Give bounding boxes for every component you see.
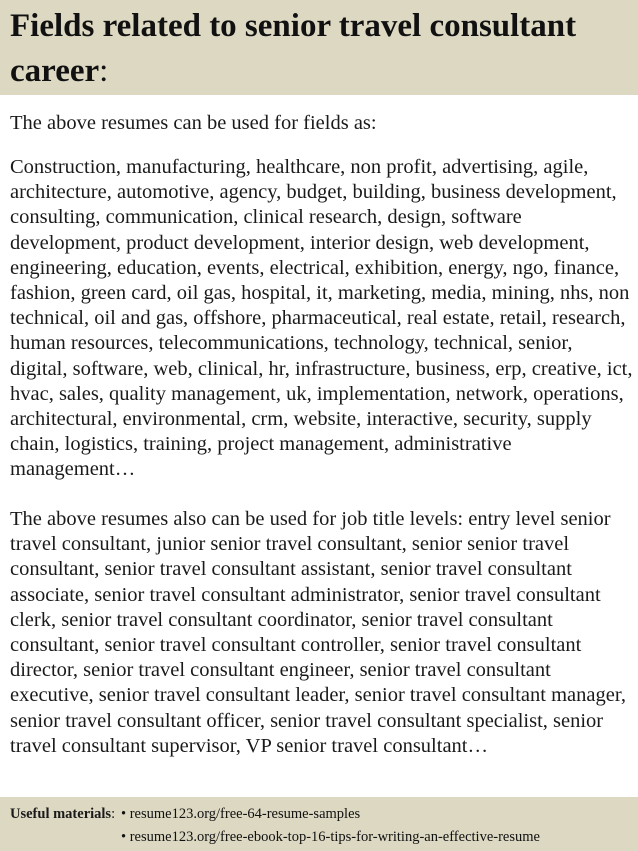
page-title-text: Fields related to senior travel consultant career	[10, 8, 577, 89]
job-title-levels: The above resumes also can be used for job title levels: entry level senior travel consultant, junior senior travel consultant, senior senior travel consultant, senior travel consultant assistant, senior travel consultant associate, senior travel consultant administrator, senior travel consultant clerk, senior travel consultant coordinator, senior travel consultant consultant, senior travel consultant controller, senior travel consultant director, senior travel consultant engineer, senior travel consultant executive, senior travel consultant leader, senior travel consultant manager, senior travel consultant officer, senior travel consultant specialist, senior travel consultant supervisor, VP senior travel consultant…	[10, 508, 626, 757]
resume-ebook-link[interactable]: • resume123.org/free-ebook-top-16-tips-for-writing-an-effective-resume	[121, 829, 540, 845]
useful-materials-label-colon: :	[111, 806, 116, 822]
useful-materials-footer	[0, 797, 638, 851]
useful-materials-label-text: Useful materials	[10, 806, 112, 822]
page-title-colon: :	[99, 53, 109, 89]
resume-samples-link[interactable]: • resume123.org/free-64-resume-samples	[121, 806, 361, 822]
fields-list: Construction, manufacturing, healthcare, non profit, advertising, agile, architecture, automotive, agency, budget, building, business development, consulting, communication, clinical research, design, software development, product development, interior design, web development, engineering, education, events, electrical, exhibition, energy, ngo, finance, fashion, green card, oil gas, hospital, it, marketing, media, mining, nhs, non technical, oil and gas, offshore, pharmaceutical, real estate, retail, research, human resources, telecommunications, technology, technical, senior, digital, software, web, clinical, hr, infrastructure, business, erp, creative, ict, hvac, sales, quality management, uk, implementation, network, operations, architectural, environmental, crm, website, interactive, security, supply chain, logistics, training, project management, administrative management…	[10, 156, 633, 481]
fields-intro: The above resumes can be used for fields as:	[10, 112, 377, 134]
title-banner	[0, 0, 638, 95]
page-title	[10, 4, 630, 94]
useful-materials-label	[10, 805, 115, 823]
